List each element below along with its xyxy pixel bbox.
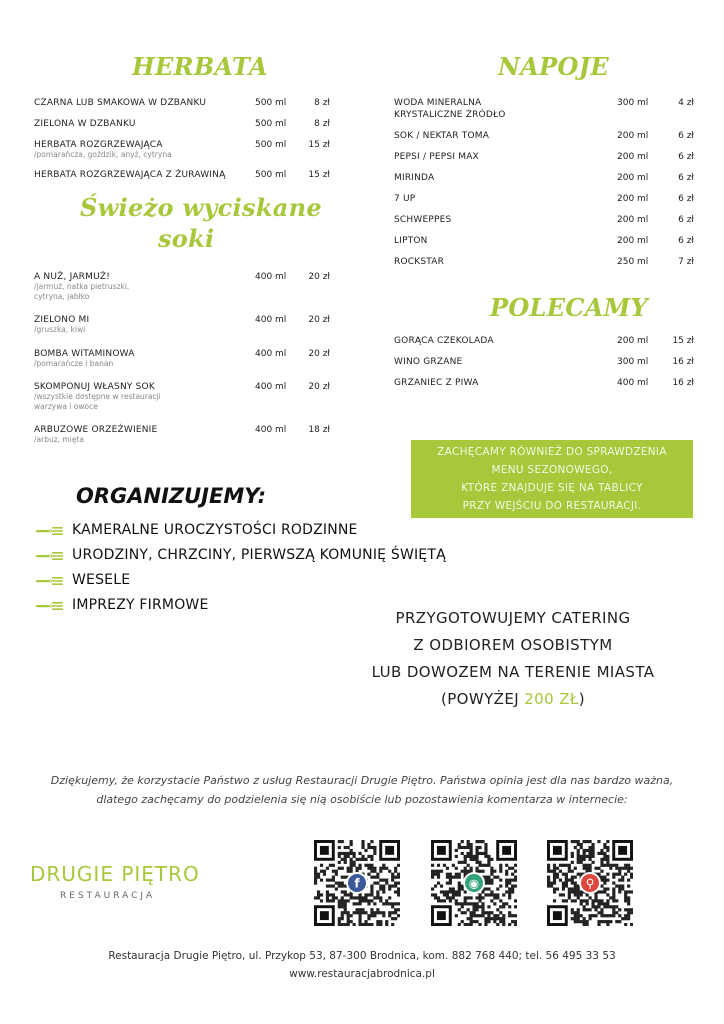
menu-item-name: HERBATA ROZGRZEWAJĄCA: [34, 140, 163, 150]
menu-item-volume: 500 ml: [255, 140, 287, 150]
menu-item-name: GORĄCA CZEKOLADA: [394, 336, 494, 346]
svg-text:f: f: [354, 876, 360, 891]
menu-item-volume: 200 ml: [617, 236, 649, 246]
menu-item-price: 16 zł: [672, 357, 694, 367]
menu-item-volume: 500 ml: [255, 98, 287, 108]
fork-icon: [36, 551, 64, 561]
menu-item-price: 6 zł: [678, 131, 694, 141]
menu-item-volume: 200 ml: [617, 131, 649, 141]
menu-item-price: 8 zł: [314, 98, 330, 108]
catering-line-4-pre: (POWYŻEJ: [440, 690, 525, 708]
menu-item-name: ZIELONO MI: [34, 315, 90, 325]
footer-website[interactable]: www.restauracjabrodnica.pl: [289, 968, 435, 980]
fork-icon: [36, 576, 64, 586]
menu-item-name: BOMBA WITAMINOWA: [34, 348, 135, 359]
qr-code-tripadvisor[interactable]: [431, 840, 517, 926]
menu-item-volume: 250 ml: [617, 257, 649, 267]
menu-item-name: HERBATA ROZGRZEWAJĄCA Z ŻURAWINĄ: [34, 169, 226, 180]
menu-item-volume: 400 ml: [255, 315, 287, 325]
polecamy-title: POLECAMY: [490, 293, 648, 322]
organizujemy-item-label: KAMERALNE UROCZYSTOŚCI RODZINNE: [72, 522, 358, 538]
seasonal-line-3: KTÓRE ZNAJDUJE SIĘ NA TABLICY: [461, 482, 643, 494]
menu-item-name: CZARNA LUB SMAKOWA W DZBANKU: [34, 98, 207, 108]
soki-title-line1: Świeżo wyciskane: [80, 193, 322, 222]
menu-item-name: SKOMPONUJ WŁASNY SOK: [34, 382, 155, 392]
catering-line-2: Z ODBIOREM OSOBISTYM: [413, 636, 613, 654]
menu-item-volume: 400 ml: [255, 348, 287, 359]
menu-item-description: /wszystkie dostępne w restauracji warzywa i owoce: [34, 392, 161, 411]
thanks-note: [8, 771, 716, 809]
organizujemy-title: ORGANIZUJEMY:: [76, 484, 267, 508]
catering-line-4: [330, 686, 696, 713]
catering-line-1: PRZYGOTOWUJEMY CATERING: [395, 609, 631, 627]
menu-item-name: WODA MINERALNA KRYSTALICZNE ŹRÓDŁO: [394, 98, 506, 120]
menu-item-price: 4 zł: [678, 98, 694, 108]
footer-address: Restauracja Drugie Piętro, ul. Przykop 53, 87-300 Brodnica, kom. 882 768 440; tel. 56 495 33 53: [108, 950, 616, 962]
menu-item-description: /pomarańcze i banan: [34, 358, 114, 368]
seasonal-line-2: MENU SEZONOWEGO,: [491, 464, 613, 476]
menu-item-price: 7 zł: [678, 257, 694, 267]
organizujemy-item-label: URODZINY, CHRZCINY, PIERWSZĄ KOMUNIĘ ŚWIĘTĄ: [72, 547, 446, 563]
menu-item-volume: 200 ml: [617, 215, 649, 225]
menu-item-volume: 200 ml: [617, 194, 649, 204]
menu-item-description: /gruszka, kiwi: [34, 325, 86, 334]
soki-title-line2: soki: [158, 224, 215, 253]
menu-item-volume: 300 ml: [617, 357, 649, 367]
svg-text:◉: ◉: [468, 876, 480, 891]
menu-item-price: 16 zł: [672, 378, 694, 388]
menu-item-description: /jarmuż, natka pietruszki, cytryna, jabłko: [34, 282, 130, 301]
menu-item-name: SCHWEPPES: [394, 215, 452, 225]
menu-item-name: GRZANIEC Z PIWA: [394, 378, 479, 388]
catering-line-4-post: ): [578, 690, 586, 708]
menu-item-price: 6 zł: [678, 152, 694, 162]
menu-item-volume: 200 ml: [617, 336, 649, 346]
fork-icon: [36, 601, 64, 611]
herbata-title: HERBATA: [132, 52, 268, 81]
qr-code-facebook[interactable]: [314, 840, 400, 926]
menu-item-volume: 500 ml: [255, 169, 287, 180]
thanks-line-2: dlatego zachęcamy do podzielenia się nią osobiście lub pozostawienia komentarza w internecie:: [96, 793, 628, 806]
menu-item-volume: 400 ml: [617, 378, 649, 388]
catering-min-price: 200 ZŁ: [524, 690, 579, 708]
catering-line-3: LUB DOWOZEM NA TERENIE MIASTA: [371, 663, 655, 681]
thanks-line-1: Dziękujemy, że korzystacie Państwo z usług Restauracji Drugie Piętro. Państwa opinia jest dla nas bardzo ważna,: [50, 774, 674, 787]
menu-item-name: SOK / NEKTAR TOMA: [394, 131, 490, 141]
menu-item-description: /pomarańcza, goździk, anyż, cytryna: [34, 150, 172, 159]
tripadvisor-icon: [465, 874, 483, 892]
menu-item-price: 6 zł: [678, 236, 694, 246]
organizujemy-item-label: IMPREZY FIRMOWE: [72, 597, 209, 613]
menu-item-volume: 500 ml: [255, 119, 287, 129]
menu-item-volume: 400 ml: [255, 272, 287, 282]
menu-item-price: 20 zł: [308, 315, 330, 325]
menu-item-price: 20 zł: [308, 272, 330, 282]
menu-item-name: PEPSI / PEPSI MAX: [394, 152, 479, 162]
menu-item-volume: 300 ml: [617, 98, 649, 108]
menu-item-description: /arbuz, mięta: [34, 435, 84, 444]
facebook-icon: [348, 874, 366, 892]
menu-item-price: 20 zł: [308, 382, 330, 392]
menu-item-price: 6 zł: [678, 194, 694, 204]
menu-item-name: ZIELONA W DZBANKU: [34, 119, 136, 129]
map-pin-icon: [581, 874, 599, 892]
menu-item-name: 7 UP: [394, 194, 416, 204]
napoje-title: NAPOJE: [498, 52, 609, 81]
menu-item-price: 18 zł: [308, 425, 330, 435]
menu-item-volume: 200 ml: [617, 173, 649, 183]
menu-item-name: ROCKSTAR: [394, 257, 445, 267]
organizujemy-item-label: WESELE: [72, 572, 131, 588]
svg-text:⚲: ⚲: [585, 876, 595, 891]
menu-item-price: 6 zł: [678, 215, 694, 225]
menu-item-price: 15 zł: [308, 169, 330, 180]
catering-info: [330, 605, 696, 713]
menu-item-price: 20 zł: [308, 348, 330, 359]
seasonal-menu-box: [411, 440, 693, 518]
menu-item-name: LIPTON: [394, 236, 428, 246]
menu-item-price: 6 zł: [678, 173, 694, 183]
menu-item-price: 15 zł: [308, 140, 330, 150]
seasonal-line-1: ZACHĘCAMY RÓWNIEŻ DO SPRAWDZENIA: [437, 446, 667, 458]
menu-item-name: MIRINDA: [394, 173, 435, 183]
menu-item-volume: 400 ml: [255, 425, 287, 435]
menu-item-name: WINO GRZANE: [394, 357, 463, 367]
restaurant-logo-subtitle: RESTAURACJA: [60, 891, 156, 901]
fork-icon: [36, 526, 64, 536]
seasonal-line-4: PRZY WEJŚCIU DO RESTAURACJI.: [462, 500, 642, 512]
qr-code-maps[interactable]: [547, 840, 633, 926]
menu-item-name: ARBUZOWE ORZEŹWIENIE: [34, 425, 158, 435]
menu-item-name: A NUŻ, JARMUŻ!: [34, 272, 111, 282]
menu-item-price: 8 zł: [314, 119, 330, 129]
menu-item-volume: 400 ml: [255, 382, 287, 392]
menu-item-price: 15 zł: [672, 336, 694, 346]
menu-item-volume: 200 ml: [617, 152, 649, 162]
restaurant-logo: DRUGIE PIĘTRO: [30, 862, 200, 886]
